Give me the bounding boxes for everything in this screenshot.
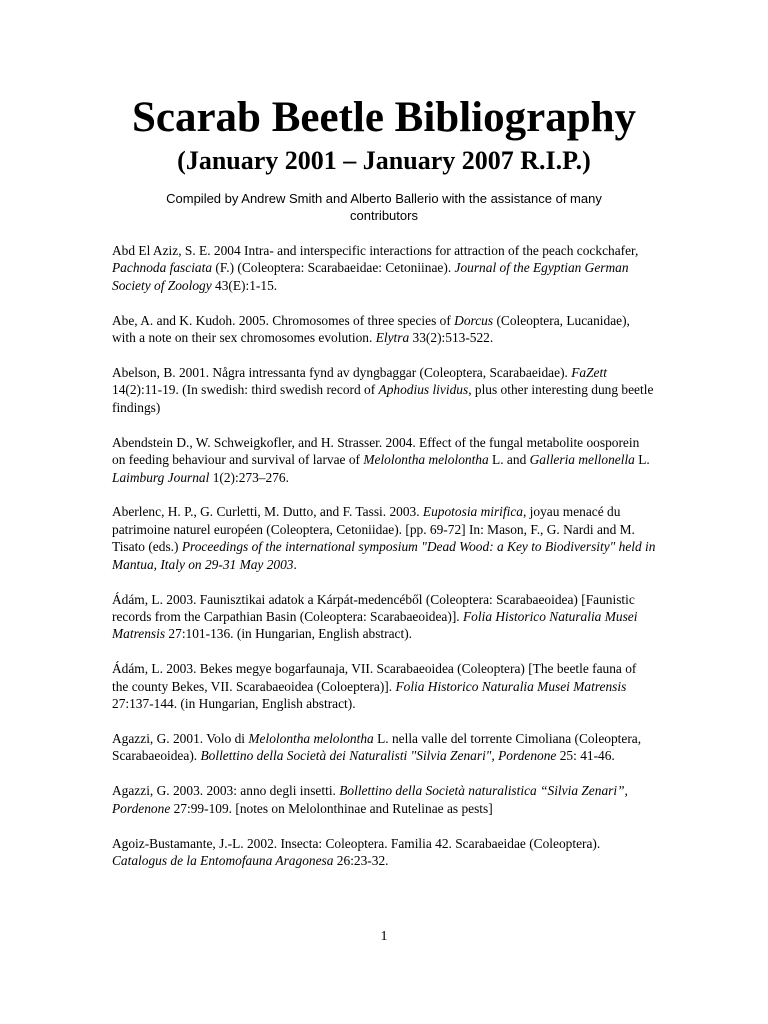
entry-text: Ádám, L. 2003. Faunisztikai adatok a Kárpát-medencéből (Coleoptera: Scarabaeoidea) [Faunistic records from the Carpathian Basin (Coleoptera: Scarabaeoidea)]. [112, 591, 635, 624]
document-title: Scarab Beetle Bibliography [131, 94, 637, 141]
entry-text: Abendstein D., W. Schweigkofler, and H. Strasser. 2004. Effect of the fungal metabolite oosporein on feeding behaviour and survival of larvae of [112, 434, 640, 468]
entry-italic-text: Bollettino della Società dei Naturalisti "Silvia Zenari", Pordenone [200, 748, 557, 764]
entry-text: , plus other interesting dung beetle findings) [112, 382, 654, 415]
entry-italic-text: Melolontha melolontha [363, 452, 489, 468]
entry-text: Abelson, B. 2001. Några intressanta fynd av dyngbaggar (Coleoptera, Scarabaeidae). [112, 365, 572, 381]
bibliography-entry [112, 730, 656, 765]
bibliography-list [112, 242, 656, 869]
entry-italic-text: Folia Historico Naturalia Musei Matrensis [395, 678, 627, 694]
bibliography-entry [112, 312, 656, 347]
entry-text: Agoiz-Bustamante, J.-L. 2002. Insecta: Coleoptera. Familia 42. Scarabaeidae (Coleoptera). [112, 835, 601, 851]
entry-italic-text: Eupotosia mirifica [422, 504, 523, 520]
entry-text: 14(2):11-19. (In swedish: third swedish record of [112, 382, 379, 398]
entry-text: 27:99-109. [notes on Melolonthinae and Rutelinae as pests] [170, 800, 493, 816]
bibliography-entry [112, 591, 656, 643]
entry-text: Abe, A. and K. Kudoh. 2005. Chromosomes of three species of [112, 312, 455, 328]
entry-italic-text: Aphodius lividus [378, 382, 469, 398]
bibliography-entry [112, 242, 656, 294]
bibliography-entry [112, 503, 656, 573]
entry-text: Ádám, L. 2003. Bekes megye bogarfaunaja, VII. Scarabaeoidea (Coleoptera) [The beetle fauna of the county Bekes, VII. Scarabaeoidea (Coloeptera)]. [112, 661, 637, 694]
entry-italic-text: Bollettino della Società naturalistica “Silvia Zenari”, Pordenone [112, 783, 628, 816]
entry-text: (F.) (Coleoptera: Scarabaeidae: Cetoniinae). [212, 260, 455, 276]
entry-text: 43(E):1-15. [211, 277, 278, 293]
entry-italic-text: Galleria mellonella [529, 452, 635, 468]
entry-text: Agazzi, G. 2001. Volo di [112, 731, 249, 747]
entry-italic-text: Dorcus [454, 312, 494, 328]
entry-italic-text: Melolontha melolontha [248, 731, 374, 747]
entry-italic-text: Catalogus de la Entomofauna Aragonesa [112, 853, 334, 869]
compiled-by-note: Compiled by Andrew Smith and Alberto Ballerio with the assistance of many contributors [166, 191, 602, 223]
document-subtitle: (January 2001 – January 2007 R.I.P.) [177, 146, 591, 175]
entry-text: L. [634, 452, 650, 468]
entry-text: . [293, 556, 297, 572]
bibliography-entry [112, 434, 656, 486]
entry-italic-text: Pachnoda fasciata [112, 260, 213, 276]
entry-text: 33(2):513-522. [409, 330, 494, 346]
document-page [112, 92, 656, 887]
bibliography-entry [112, 660, 656, 712]
entry-text: (Coleoptera, Lucanidae), with a note on their sex chromosomes evolution. [112, 312, 630, 346]
entry-italic-text: FaZett [571, 365, 607, 381]
entry-text: Aberlenc, H. P., G. Curletti, M. Dutto, and F. Tassi. 2003. [112, 504, 423, 520]
entry-text: 1(2):273–276. [209, 469, 289, 485]
entry-text: 26:23-32. [333, 853, 389, 869]
entry-italic-text: Journal of the Egyptian German Society of Zoology [112, 260, 629, 293]
entry-text: 25: 41-46. [556, 748, 615, 764]
entry-text: 27:137-144. (in Hungarian, English abstract). [112, 696, 356, 712]
bibliography-entry [112, 835, 656, 870]
entry-text: Agazzi, G. 2003. 2003: anno degli insetti. [112, 783, 340, 799]
entry-italic-text: Proceedings of the international symposium "Dead Wood: a Key to Biodiversity" held in Mantua, Italy on 29-31 May 2003 [112, 539, 656, 572]
entry-text: Abd El Aziz, S. E. 2004 Intra- and interspecific interactions for attraction of the peach cockchafer, [112, 243, 639, 258]
entry-text: , joyau menacé du patrimoine naturel européen (Coleoptera, Cetoniidae). [pp. 69-72] In: Mason, F., G. Nardi and M. Tisato (eds.) [112, 504, 635, 555]
entry-italic-text: Folia Historico Naturalia Musei Matrensis [112, 609, 638, 642]
entry-italic-text: Elytra [375, 330, 410, 346]
entry-italic-text: Laimburg Journal [112, 469, 210, 485]
bibliography-entry [112, 782, 656, 817]
entry-text: 27:101-136. (in Hungarian, English abstract). [165, 626, 413, 642]
bibliography-entry [112, 364, 656, 416]
entry-text: L. and [488, 452, 530, 468]
page-number: 1 [380, 929, 388, 944]
entry-text: L. nella valle del torrente Cimoliana (Coleoptera, Scarabaeoidea). [112, 731, 642, 764]
